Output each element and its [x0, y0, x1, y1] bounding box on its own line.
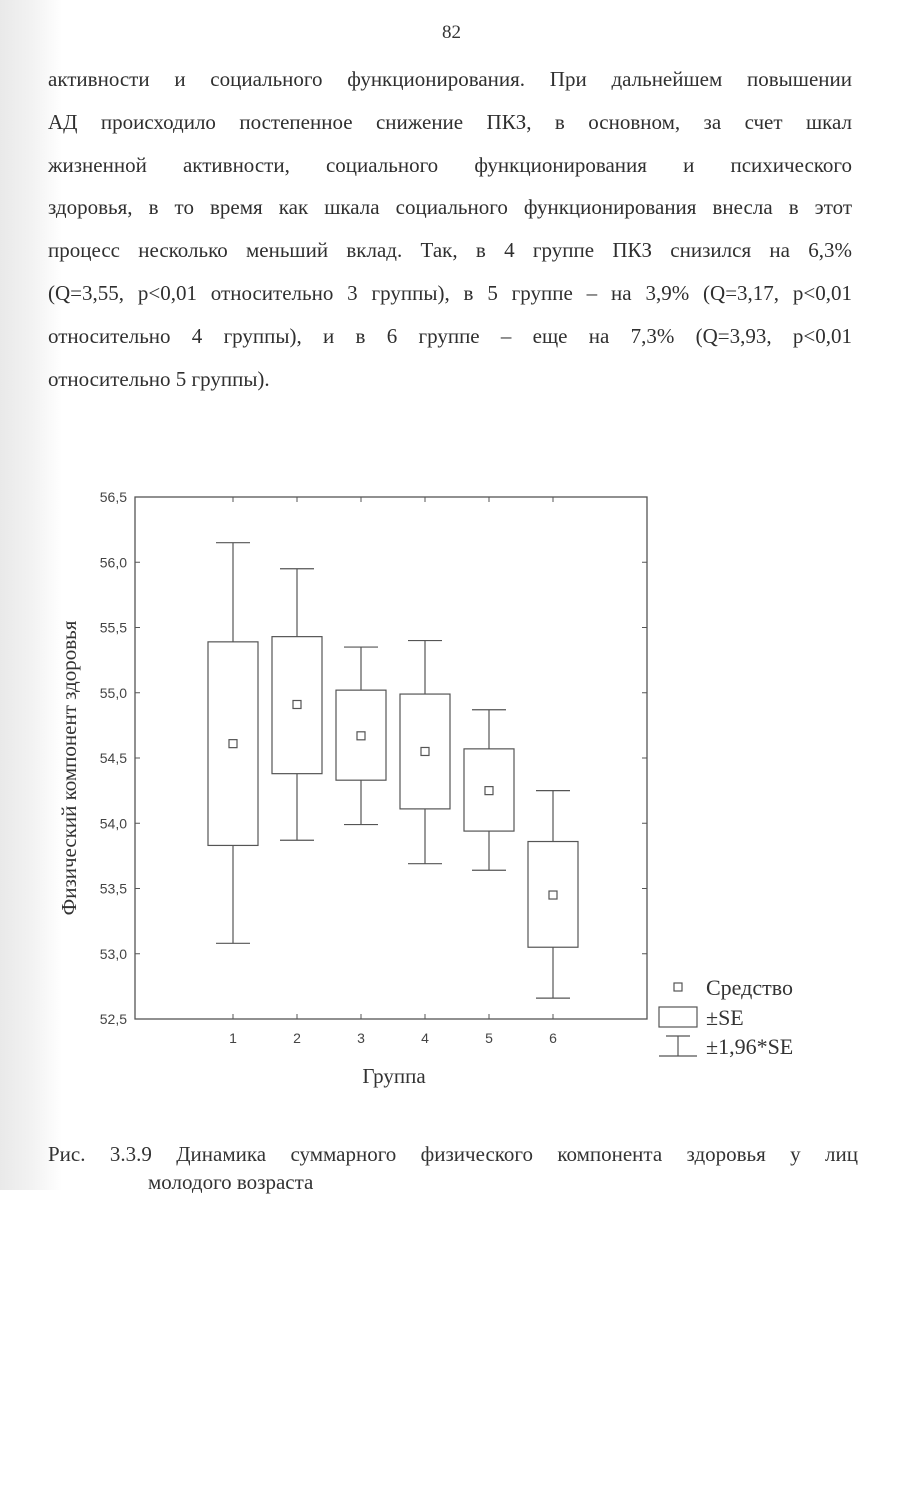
mean-marker	[549, 891, 557, 899]
paragraph-line: активности и социального функционирования. При дальнейшем повышении	[48, 67, 852, 91]
y-tick-label: 55,5	[99, 619, 127, 636]
x-tick-label: 4	[421, 1030, 429, 1046]
boxplot-chart	[0, 470, 903, 1110]
y-tick-label: 54,5	[99, 750, 127, 766]
legend-label: ±1,96*SE	[706, 1034, 794, 1059]
y-tick-label: 55,0	[99, 684, 127, 701]
paragraph-line: АД происходило постепенное снижение ПКЗ, в основном, за счет шкал	[48, 109, 852, 134]
legend-se-box	[659, 1007, 697, 1027]
x-tick-label: 5	[485, 1030, 493, 1046]
legend-mean-marker	[674, 983, 682, 991]
legend-label: Средство	[706, 975, 793, 1000]
mean-marker	[421, 747, 429, 755]
paragraph-line: процесс несколько меньший вклад. Так, в 4 группе ПКЗ снизился на 6,3%	[48, 238, 852, 263]
mean-marker	[485, 787, 493, 795]
paragraph-line: относительно 5 группы).	[48, 366, 270, 391]
caption-line: Рис. 3.3.9 Динамика суммарного физического компонента здоровья у лиц	[48, 1142, 858, 1166]
paragraph-line: (Q=3,55, p<0,01 относительно 3 группы), в 5 группе – на 3,9% (Q=3,17, p<0,01	[48, 280, 852, 305]
paragraph-line: здоровья, в то время как шкала социального функционирования внесла в этот	[48, 195, 852, 220]
caption-line: молодого возраста	[148, 1170, 314, 1194]
x-tick-label: 3	[357, 1030, 365, 1046]
boxplot-figure	[0, 470, 903, 1110]
mean-marker	[293, 700, 301, 708]
y-axis-label: Физический компонент здоровья	[57, 620, 81, 916]
paragraph-line: жизненной активности, социального функционирования и психического	[48, 152, 852, 177]
x-tick-label: 1	[229, 1030, 237, 1046]
x-axis-label: Группа	[362, 1064, 426, 1088]
x-tick-label: 6	[549, 1030, 557, 1046]
y-tick-label: 56,5	[99, 489, 127, 505]
y-tick-label: 53,5	[99, 880, 127, 897]
y-tick-label: 54,0	[99, 815, 127, 832]
y-tick-label: 53,0	[99, 945, 127, 962]
y-tick-label: 52,5	[99, 1011, 127, 1027]
body-paragraph	[48, 58, 852, 400]
mean-marker	[357, 732, 365, 740]
y-tick-label: 56,0	[99, 554, 127, 571]
mean-marker	[229, 740, 237, 748]
figure-caption	[48, 1140, 858, 1196]
x-tick-label: 2	[293, 1030, 301, 1046]
page-number: 82	[442, 22, 461, 43]
paragraph-line: относительно 4 группы), и в 6 группе – еще на 7,3% (Q=3,93, p<0,01	[48, 323, 852, 348]
legend-label: ±SE	[706, 1005, 744, 1030]
